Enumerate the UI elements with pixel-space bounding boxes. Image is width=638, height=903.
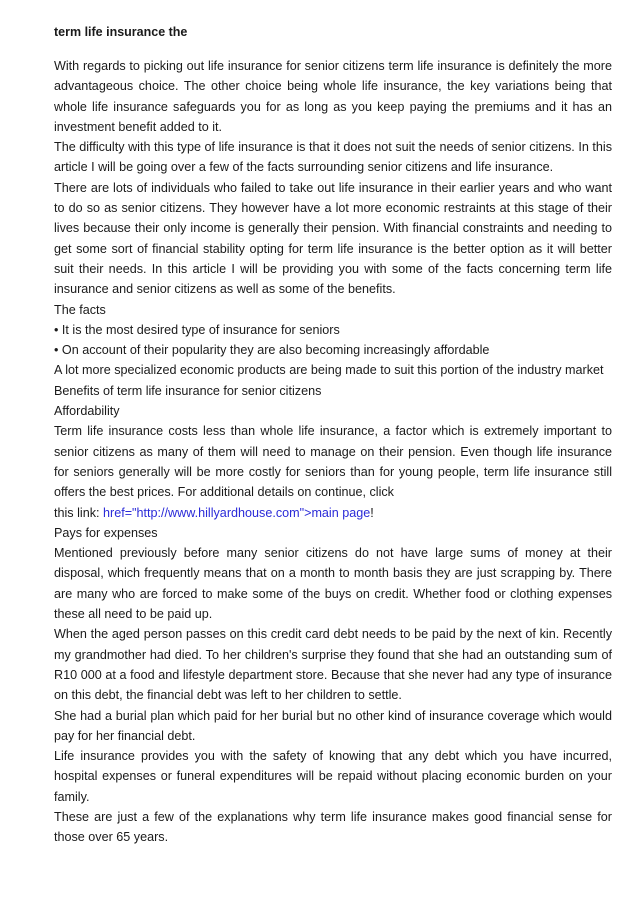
bullet-item: • It is the most desired type of insurance for seniors xyxy=(54,322,340,337)
heading-the-facts: The facts xyxy=(54,302,106,317)
heading-affordability: Affordability xyxy=(54,404,120,419)
link-line xyxy=(54,503,612,523)
page-title: term life insurance the xyxy=(54,25,188,39)
heading-benefits: Benefits of term life insurance for senior citizens xyxy=(54,383,322,398)
document-page xyxy=(54,22,612,848)
paragraph-affordability: Term life insurance costs less than whole life insurance, a factor which is extremely important to senior citizens as many of them will need to manage on their pension. Even though life insurance for seniors generally will be more costly for seniors than for young people, term life insurance still offers the best prices. For additional details on continue, click xyxy=(54,424,612,500)
heading-pays-for-expenses: Pays for expenses xyxy=(54,525,158,540)
main-page-link[interactable]: href="http://www.hillyardhouse.com">main page xyxy=(103,505,371,520)
paragraph-burial-plan: She had a burial plan which paid for her burial but no other kind of insurance coverage which would pay for her financial debt. xyxy=(54,708,612,743)
paragraph-individuals: There are lots of individuals who failed to take out life insurance in their earlier years and who want to do so as senior citizens. They however have a lot more economic restraints at this stage of their lives because their only income is generally their pension. With financial constraints and needing to get some sort of financial stability opting for term life insurance is the better option as it will better suit their needs. In this article I will be providing you with some of the facts concerning term life insurance and senior citizens as well as some of the benefits. xyxy=(54,180,612,297)
paragraph-safety: Life insurance provides you with the safety of knowing that any debt which you have incurred, hospital expenses or funeral expenditures will be repaid without placing economic burden on your family. xyxy=(54,749,612,804)
paragraph-specialized-products: A lot more specialized economic products are being made to suit this portion of the industry market xyxy=(54,363,604,378)
paragraph-grandmother: When the aged person passes on this credit card debt needs to be paid by the next of kin. Recently my grandmother had died. To her children's surprise they found that she had an outstanding sum of R10 000 at a food and lifestyle department store. Because that she never had any type of insurance on this debt, the financial debt was left to her children to settle. xyxy=(54,627,612,703)
link-suffix: ! xyxy=(370,505,374,520)
link-prefix: this link: xyxy=(54,505,103,520)
paragraph-conclusion: These are just a few of the explanations why term life insurance makes good financial sense for those over 65 years. xyxy=(54,809,612,845)
paragraph-credit: Mentioned previously before many senior citizens do not have large sums of money at their disposal, which frequently means that on a month to month basis they are just scrapping by. There are many who are forced to make some of the buys on credit. Whether food or clothing expenses these all need to be paid up. xyxy=(54,546,612,622)
paragraph-intro: With regards to picking out life insurance for senior citizens term life insurance is definitely the more advantageous choice. The other choice being whole life insurance, the key variations being that whole life insurance safeguards you for as long as you keep paying the premiums and it has an investment benefit added to it. xyxy=(54,59,612,134)
paragraph-difficulty: The difficulty with this type of life insurance is that it does not suit the needs of senior citizens. In this article I will be going over a few of the facts surrounding senior citizens and life insurance. xyxy=(54,140,612,175)
bullet-item: • On account of their popularity they are also becoming increasingly affordable xyxy=(54,343,490,358)
